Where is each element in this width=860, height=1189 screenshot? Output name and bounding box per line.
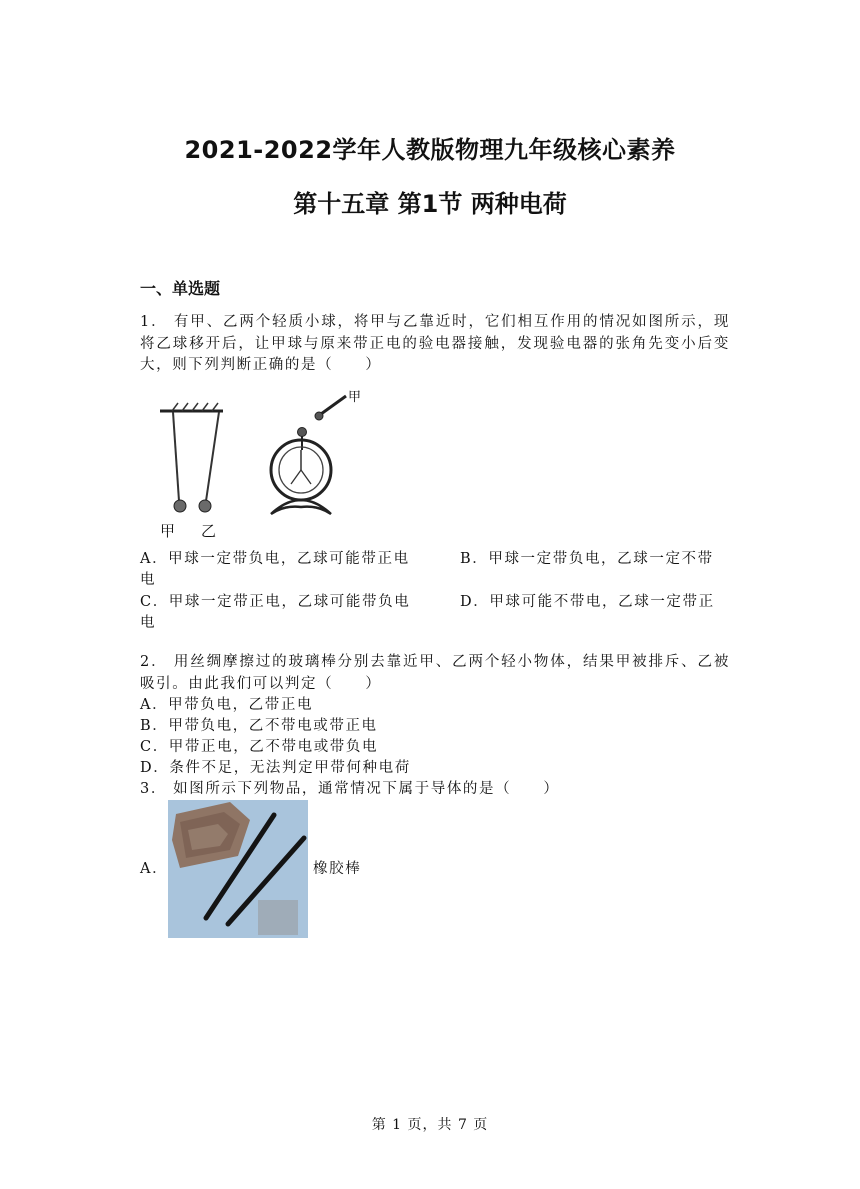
question-2-stem: 2． 用丝绸摩擦过的玻璃棒分别去靠近甲、乙两个轻小物体，结果甲被排斥、乙被吸引。由此我们可以判定（ ）	[140, 654, 730, 692]
question-3-stem: 3． 如图所示下列物品，通常情况下属于导体的是（ ）	[140, 781, 560, 797]
question-1-option-b: B．甲球一定带负电，乙球一定不带	[460, 551, 714, 567]
rubber-rod-photo	[168, 800, 308, 938]
rod-label: 甲	[348, 390, 362, 405]
question-1-figure	[140, 386, 380, 544]
question-1-option-d-cont: 电	[140, 615, 157, 631]
ball-a-label: 甲	[160, 522, 176, 540]
question-2-option-d: D．条件不足，无法判定甲带何种电荷	[140, 760, 411, 776]
section-heading: 一、单选题	[140, 279, 221, 298]
question-1-option-c: C．甲球一定带正电，乙球可能带负电	[140, 594, 411, 610]
question-1-option-a: A．甲球一定带负电，乙球可能带正电	[140, 551, 410, 567]
document-title: 2021-2022学年人教版物理九年级核心素养	[184, 136, 676, 164]
question-1-stem: 1． 有甲、乙两个轻质小球，将甲与乙靠近时，它们相互作用的情况如图所示，现将乙球移开后，让甲球与原来带正电的验电器接触，发现验电器的张角先变小后变大，则下列判断正确的是（ ）	[140, 314, 730, 373]
page-footer: 第 1 页，共 7 页	[371, 1117, 489, 1133]
document-subtitle: 第十五章 第1节 两种电荷	[293, 190, 567, 218]
question-2-option-a: A．甲带负电，乙带正电	[140, 697, 314, 713]
question-3-option-a-caption: 橡胶棒	[313, 861, 362, 877]
pendulum-electroscope-illustration	[140, 386, 380, 544]
question-2-option-c: C．甲带正电，乙不带电或带负电	[140, 739, 379, 755]
question-1-option-b-cont: 电	[140, 572, 157, 588]
ball-b-label: 乙	[201, 522, 217, 540]
question-1-option-d: D．甲球可能不带电，乙球一定带正	[460, 594, 715, 610]
question-3-option-a-prefix: A．	[140, 861, 169, 877]
question-2-option-b: B．甲带负电，乙不带电或带正电	[140, 718, 378, 734]
rubber-rod-image	[168, 800, 308, 938]
